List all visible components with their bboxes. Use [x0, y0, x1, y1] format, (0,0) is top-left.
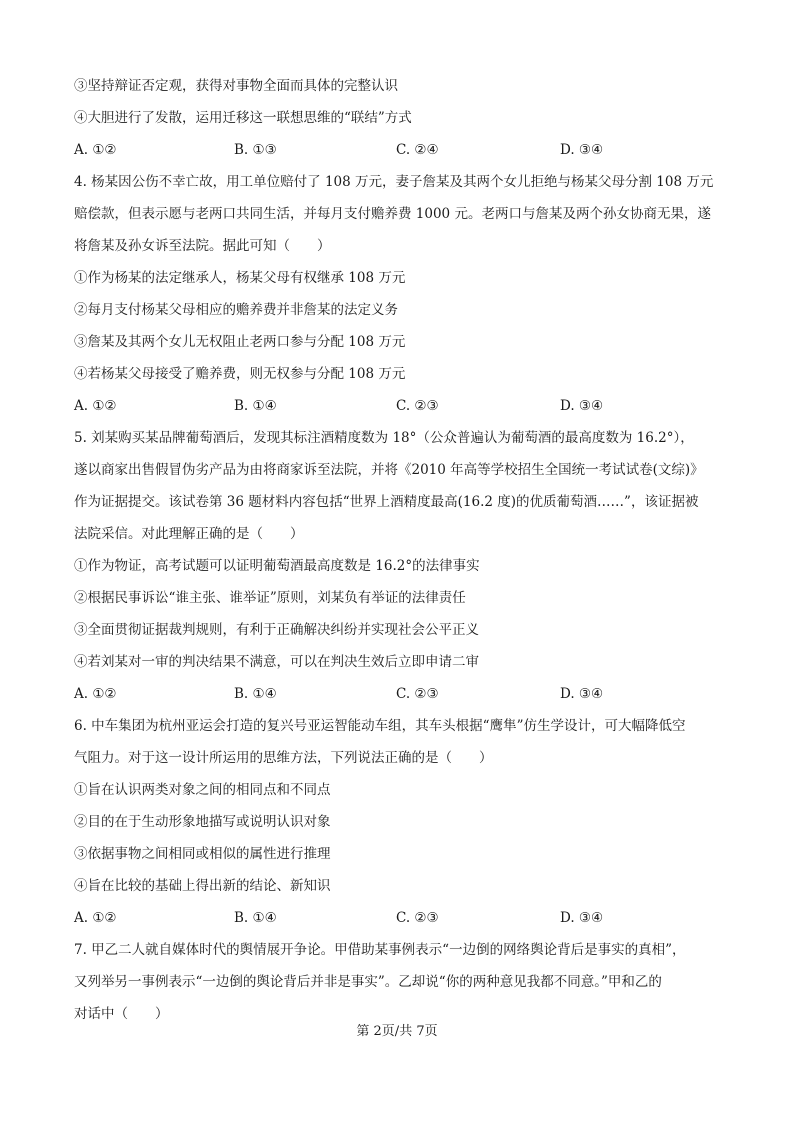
q6-statement-2: ②目的在于生动形象地描写或说明认识对象 — [74, 814, 331, 830]
q3-statement-4: ④大胆进行了发散，运用迁移这一联想思维的“联结”方式 — [74, 110, 412, 126]
option-d: D. ③④ — [560, 142, 604, 158]
q5-options — [74, 684, 724, 704]
q4-statement-4: ④若杨某父母接受了赡养费，则无权参与分配 108 万元 — [74, 366, 406, 382]
q6-statement-4: ④旨在比较的基础上得出新的结论、新知识 — [74, 878, 331, 894]
q3-options — [74, 140, 724, 160]
q6-stem: 气阻力。对于这一设计所运用的思维方法，下列说法正确的是（ ） — [74, 750, 493, 766]
q6-options — [74, 908, 724, 928]
option-d: D. ③④ — [560, 398, 604, 414]
q5-stem: 遂以商家出售假冒伪劣产品为由将商家诉至法院，并将《2010 年高等学校招生全国统一考试试卷(文综)》 — [74, 462, 704, 478]
option-b: B. ①③ — [234, 142, 277, 158]
option-b: B. ①④ — [234, 686, 277, 702]
option-c: C. ②③ — [396, 686, 439, 702]
option-c: C. ②④ — [396, 142, 439, 158]
option-c: C. ②③ — [396, 398, 439, 414]
q5-statement-2: ②根据民事诉讼“谁主张、谁举证”原则，刘某负有举证的法律责任 — [74, 590, 466, 606]
option-b: B. ①④ — [234, 910, 277, 926]
q6-statement-3: ③依据事物之间相同或相似的属性进行推理 — [74, 846, 331, 862]
q5-statement-1: ①作为物证，高考试题可以证明葡萄酒最高度数是 16.2°的法律事实 — [74, 558, 480, 574]
q5-stem: 作为证据提交。该试卷第 36 题材料内容包括“世界上酒精度最高(16.2 度)的优质葡萄酒……”，该证据被 — [74, 494, 699, 510]
q5-statement-3: ③全面贯彻证据裁判规则，有利于正确解决纠纷并实现社会公平正义 — [74, 622, 479, 638]
option-d: D. ③④ — [560, 910, 604, 926]
page-number: 第 2页/共 7页 — [356, 1024, 438, 1039]
option-c: C. ②③ — [396, 910, 439, 926]
option-a: A. ①② — [74, 686, 117, 702]
option-a: A. ①② — [74, 910, 117, 926]
q5-statement-4: ④若刘某对一审的判决结果不满意，可以在判决生效后立即申请二审 — [74, 654, 479, 670]
q6-statement-1: ①旨在认识两类对象之间的相同点和不同点 — [74, 782, 331, 798]
option-d: D. ③④ — [560, 686, 604, 702]
q7-stem: 7. 甲乙二人就自媒体时代的舆情展开争论。甲借助某事例表示“一边倒的网络舆论背后是事实的真相”， — [74, 942, 686, 958]
q4-stem: 赔偿款，但表示愿与老两口共同生活，并每月支付赡养费 1000 元。老两口与詹某及两个孙女协商无果，遂 — [74, 206, 711, 222]
q4-statement-3: ③詹某及其两个女儿无权阻止老两口参与分配 108 万元 — [74, 334, 406, 350]
option-a: A. ①② — [74, 398, 117, 414]
q4-stem: 将詹某及孙女诉至法院。据此可知（ ） — [74, 238, 331, 254]
q4-statement-1: ①作为杨某的法定继承人，杨某父母有权继承 108 万元 — [74, 270, 406, 286]
option-b: B. ①④ — [234, 398, 277, 414]
q4-options — [74, 396, 724, 416]
q4-stem: 4. 杨某因公伤不幸亡故，用工单位赔付了 108 万元，妻子詹某及其两个女儿拒绝与杨某父母分割 108 万元 — [74, 174, 714, 190]
option-a: A. ①② — [74, 142, 117, 158]
q5-stem: 5. 刘某购买某品牌葡萄酒后，发现其标注酒精度数为 18°（公众普遍认为葡萄酒的最高度数为 16.2°）， — [74, 430, 694, 446]
q3-statement-3: ③坚持辩证否定观，获得对事物全面而具体的完整认识 — [74, 78, 398, 94]
q7-stem: 对话中（ ） — [74, 1006, 169, 1022]
q7-stem: 又列举另一事例表示“一边倒的舆论背后并非是事实”。乙却说“你的两种意见我都不同意。”甲和乙的 — [74, 974, 662, 990]
q5-stem: 法院采信。对此理解正确的是（ ） — [74, 526, 304, 542]
q4-statement-2: ②每月支付杨某父母相应的赡养费并非詹某的法定义务 — [74, 302, 398, 318]
q6-stem: 6. 中车集团为杭州亚运会打造的复兴号亚运智能动车组，其车头根据“鹰隼”仿生学设计，可大幅降低空 — [74, 718, 686, 734]
